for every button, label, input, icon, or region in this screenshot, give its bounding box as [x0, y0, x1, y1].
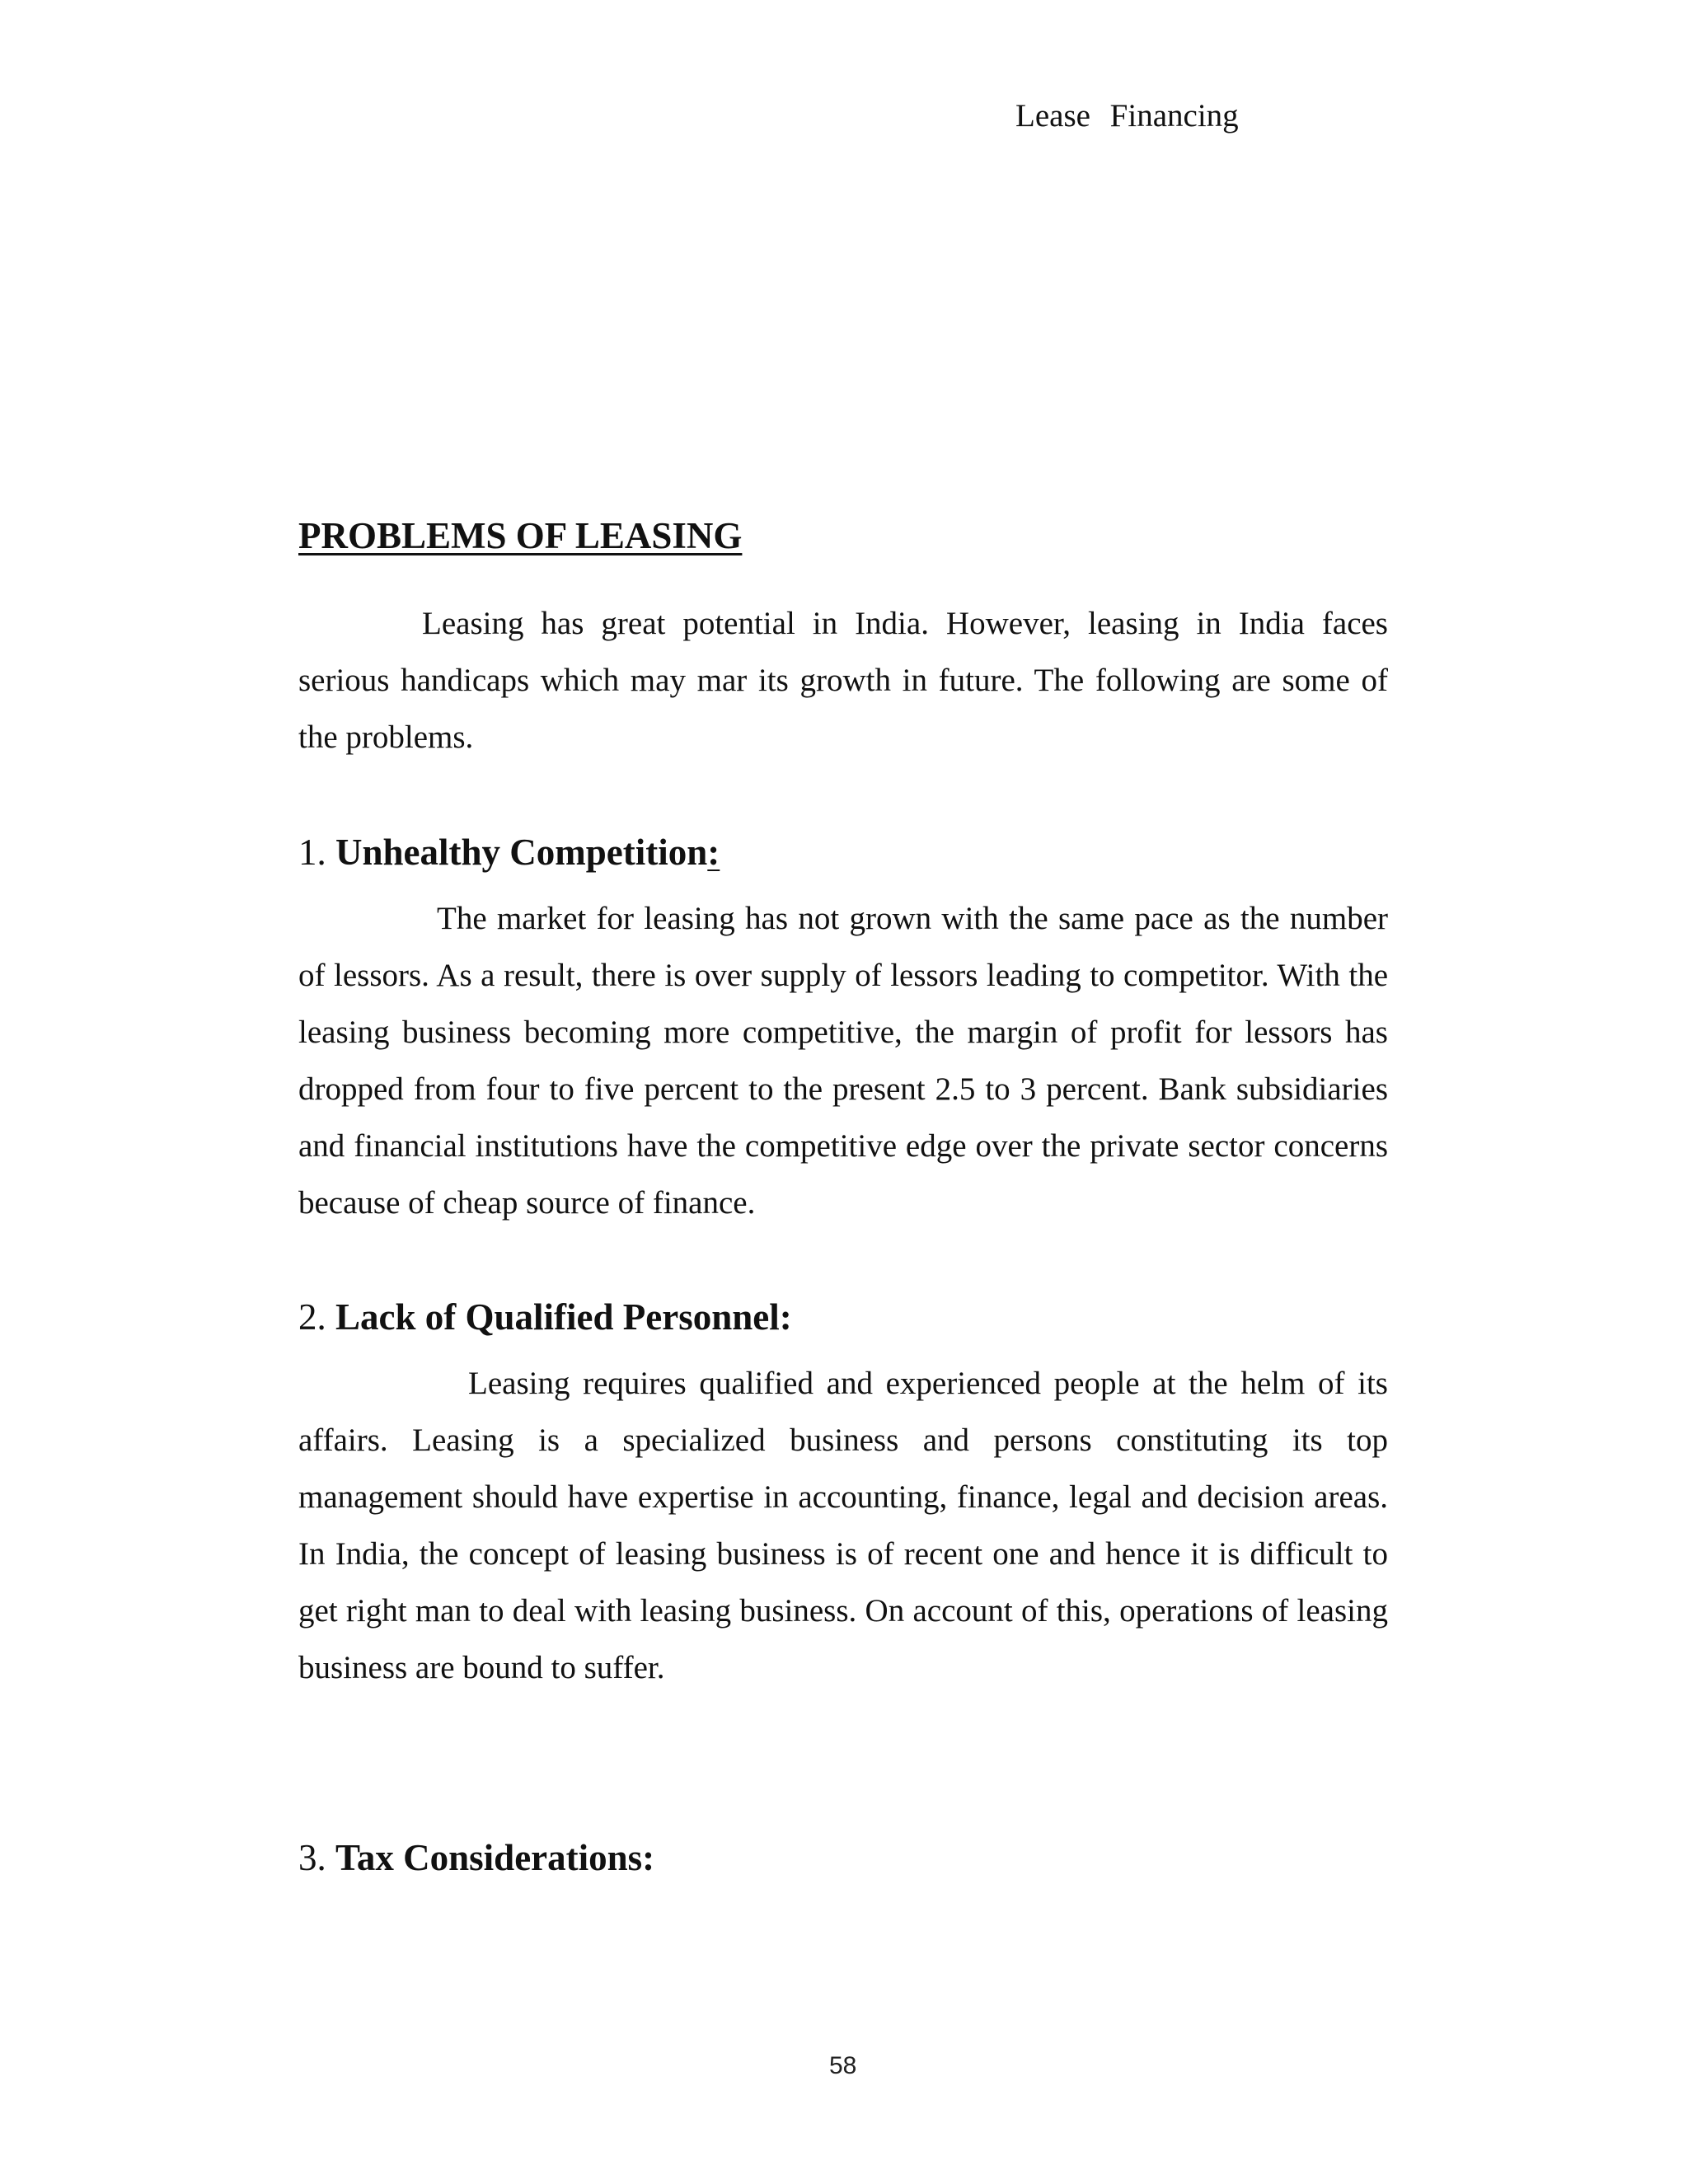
- section-number: 2.: [298, 1296, 335, 1338]
- section-body-lack-of-qualified-personnel: Leasing requires qualified and experienced people at the helm of its affairs. Leasing is a specialized business and persons constituting its top management should have expertise in accounting, finance, legal and decision areas. In India, the concept of leasing business is of recent one and hence it is difficult to get right man to deal with leasing business. On account of this, operations of leasing business are bound to suffer.: [298, 1366, 1388, 1685]
- section-number: 3.: [298, 1837, 335, 1878]
- section-title: Tax Considerations:: [335, 1837, 655, 1878]
- section-heading-lack-of-qualified-personnel: [298, 1296, 792, 1338]
- main-heading: PROBLEMS OF LEASING: [298, 515, 743, 556]
- section-title: Unhealthy Competition: [335, 832, 708, 873]
- page-number: 58: [829, 2052, 857, 2079]
- intro-paragraph: Leasing has great potential in India. However, leasing in India faces serious handicaps which may mar its growth in future. The following are some of the problems.: [298, 606, 1388, 755]
- section-body-unhealthy-competition: The market for leasing has not grown with the same pace as the number of lessors. As a result, there is over supply of lessors leading to competitor. With the leasing business becoming more competitive, the margin of profit for lessors has dropped from four to five percent to the present 2.5 to 3 percent. Bank subsidiaries and financial institutions have the competitive edge over the private sector concerns because of cheap source of finance.: [298, 901, 1388, 1221]
- section-heading-unhealthy-competition: [298, 831, 720, 874]
- section-heading-tax-considerations: [298, 1836, 654, 1879]
- running-header: Lease Financing: [1015, 98, 1239, 134]
- section-number: 1.: [298, 832, 335, 873]
- section-title: Lack of Qualified Personnel:: [335, 1296, 792, 1338]
- section-title-colon: :: [707, 832, 720, 873]
